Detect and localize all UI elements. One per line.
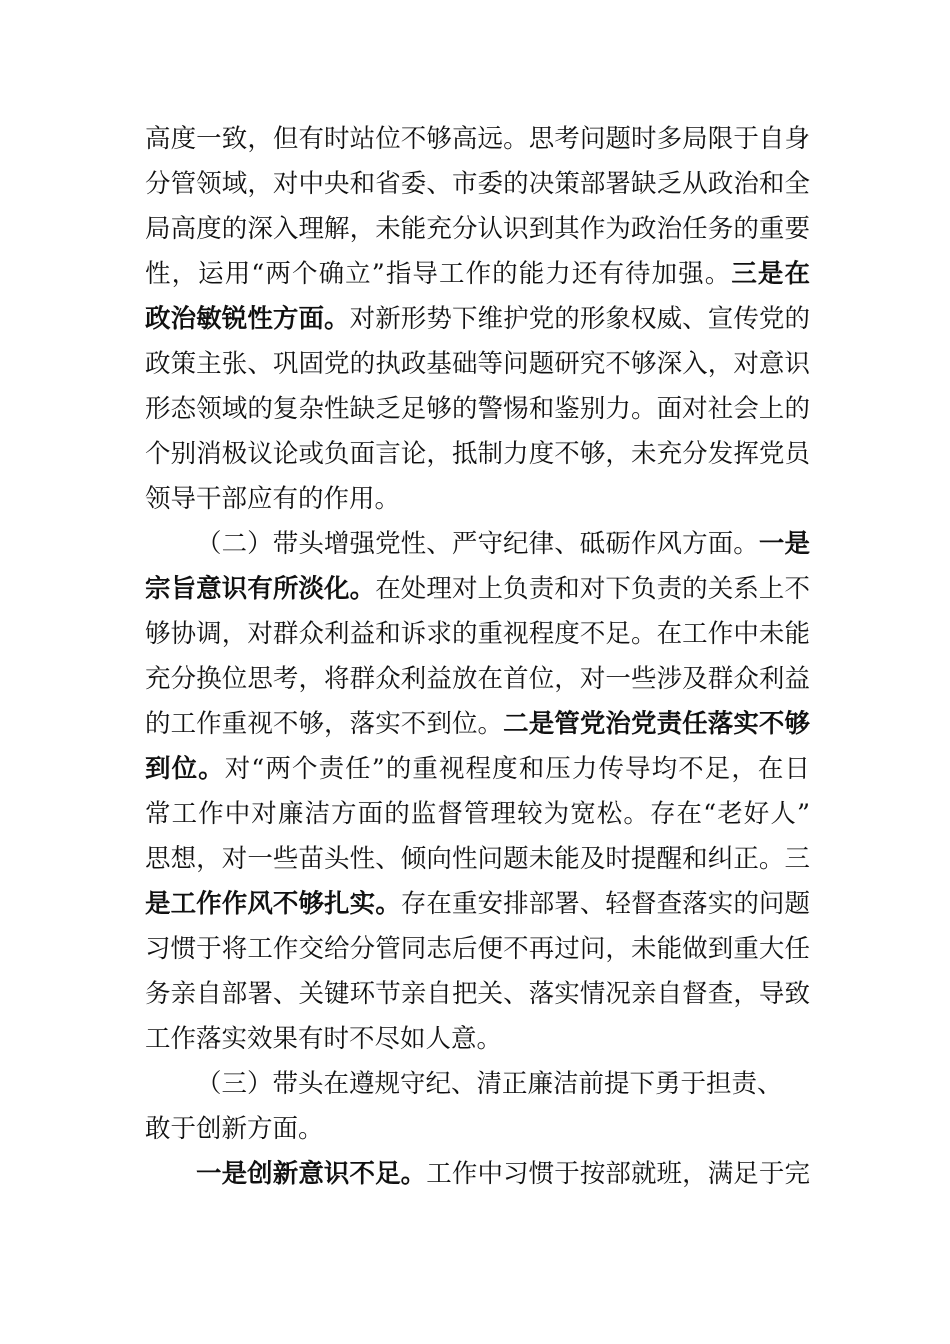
text-line <box>145 707 810 741</box>
section-heading-line <box>196 527 810 561</box>
text-line <box>145 977 810 1011</box>
text-line <box>145 1022 810 1056</box>
text-segment: 领导干部应有的作用。 <box>145 484 401 514</box>
text-segment: 对新形势下维护党的形象权威、宣传党的 <box>349 304 810 334</box>
bold-text-segment: 是工作作风不够扎实。 <box>145 889 401 919</box>
text-line <box>145 437 810 471</box>
text-segment: 分管领域，对中央和省委、市委的决策部署缺乏从政治和全 <box>145 169 810 199</box>
text-segment: 高度一致，但有时站位不够高远。思考问题时多局限于自身 <box>145 124 810 154</box>
text-segment: 的工作重视不够，落实不到位。 <box>145 709 504 739</box>
text-segment: 务亲自部署、关键环节亲自把关、落实情况亲自督查，导致 <box>145 979 810 1009</box>
text-line <box>145 347 810 381</box>
text-segment: 敢于创新方面。 <box>145 1114 324 1144</box>
section-heading-line <box>196 1067 786 1101</box>
text-segment: 工作中习惯于按部就班，满足于完 <box>426 1159 810 1189</box>
text-segment: 政策主张、巩固党的执政基础等问题研究不够深入，对意识 <box>145 349 810 379</box>
bold-text-segment: 一是创新意识不足。 <box>196 1159 427 1189</box>
text-line <box>145 167 810 201</box>
text-segment: 在处理对上负责和对下负责的关系上不 <box>375 574 810 604</box>
text-segment: 性，运用“两个确立”指导工作的能力还有待加强。 <box>145 259 732 289</box>
text-line <box>145 572 810 606</box>
text-line <box>145 752 810 786</box>
text-segment: 存在重安排部署、轻督查落实的问题 <box>400 889 810 919</box>
bold-text-segment: 一是 <box>758 529 810 559</box>
bold-text-segment: 二是管党治党责任落实不够 <box>503 709 810 739</box>
section-heading-line <box>145 1112 810 1146</box>
text-segment: （二）带头增强党性、严守纪律、砥砺作风方面。 <box>196 529 759 559</box>
text-line <box>145 302 810 336</box>
text-segment: 充分换位思考，将群众利益放在首位，对一些涉及群众利益 <box>145 664 810 694</box>
text-line <box>145 257 810 291</box>
text-line <box>196 1157 810 1191</box>
text-line <box>145 797 810 831</box>
text-segment: 对“两个责任”的重视程度和压力传导均不足，在日 <box>224 754 810 784</box>
bold-text-segment: 到位。 <box>145 754 225 784</box>
text-line <box>145 122 810 156</box>
text-line <box>145 842 810 876</box>
text-segment: 个别消极议论或负面言论，抵制力度不够，未充分发挥党员 <box>145 439 810 469</box>
text-segment: 常工作中对廉洁方面的监督管理较为宽松。存在“老好人” <box>145 799 810 829</box>
text-line <box>145 887 810 921</box>
bold-text-segment: 三是在 <box>731 259 810 289</box>
text-segment: 思想，对一些苗头性、倾向性问题未能及时提醒和纠正。三 <box>145 844 810 874</box>
text-segment: 工作落实效果有时不尽如人意。 <box>145 1024 503 1054</box>
text-segment: 形态领域的复杂性缺乏足够的警惕和鉴别力。面对社会上的 <box>145 394 810 424</box>
text-segment: 够协调，对群众利益和诉求的重视程度不足。在工作中未能 <box>145 619 810 649</box>
bold-text-segment: 政治敏锐性方面。 <box>145 304 350 334</box>
text-line <box>145 617 810 651</box>
text-segment: 习惯于将工作交给分管同志后便不再过问，未能做到重大任 <box>145 934 810 964</box>
text-line <box>145 392 810 426</box>
text-segment: （三）带头在遵规守纪、清正廉洁前提下勇于担责、 <box>196 1069 783 1099</box>
bold-text-segment: 宗旨意识有所淡化。 <box>145 574 376 604</box>
text-line <box>145 662 810 696</box>
text-line <box>145 932 810 966</box>
text-line <box>145 212 810 246</box>
text-segment: 局高度的深入理解，未能充分认识到其作为政治任务的重要 <box>145 214 810 244</box>
text-line <box>145 482 810 516</box>
